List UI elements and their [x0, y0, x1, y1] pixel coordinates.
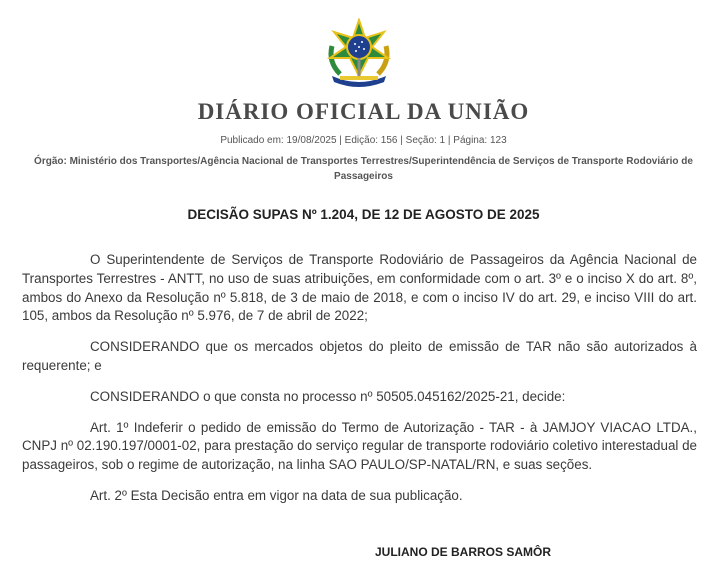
publication-info: Publicado em: 19/08/2025 | Edição: 156 | Seção: 1 | Página: 123 [220, 135, 507, 146]
considering-paragraph: CONSIDERANDO que os mercados objetos do pleito de emissão de TAR não são autorizados à requerente; e [22, 339, 697, 373]
decision-title: DECISÃO SUPAS Nº 1.204, DE 12 DE AGOSTO DE 2025 [187, 207, 540, 222]
considering-paragraph: CONSIDERANDO o que consta no processo nº 50505.045162/2025-21, decide: [90, 388, 566, 404]
preamble-paragraph: O Superintendente de Serviços de Transporte Rodoviário de Passageiros da Agência Nacional de Transportes Terrestres - ANTT, no uso de suas atribuições, em conformidade com o art. 3º e o inciso X do art. 8º, ambos do Anexo da Resolução nº 5.818, de 3 de maio de 2018, e com o inciso IV do art. 29, e inciso VIII do art. 105, ambos da Resolução nº 5.976, de 7 de abril de 2022; [22, 252, 697, 324]
brazil-coat-of-arms-icon [318, 18, 400, 88]
decision-body [22, 251, 697, 518]
article-1-paragraph: Art. 1º Indeferir o pedido de emissão do Termo de Autorização - TAR - à JAMJOY VIACAO LTDA., CNPJ nº 02.190.197/0001-02, para prestação do serviço regular de transporte rodoviário coletivo interestadual de passageiros, sob o regime de autorização, na linha SAO PAULO/SP-NATAL/RN, e suas seções. [22, 419, 697, 473]
article-2-paragraph: Art. 2º Esta Decisão entra em vigor na data de sua publicação. [90, 487, 463, 503]
newspaper-masthead: DIÁRIO OFICIAL DA UNIÃO [197, 99, 530, 124]
signatory-name: JULIANO DE BARROS SAMÔR [374, 545, 551, 559]
issuing-organ: Órgão: Ministério dos Transportes/Agência Nacional de Transportes Terrestres/Superintendência de Serviços de Transporte Rodoviário de Passageiros [34, 156, 693, 182]
